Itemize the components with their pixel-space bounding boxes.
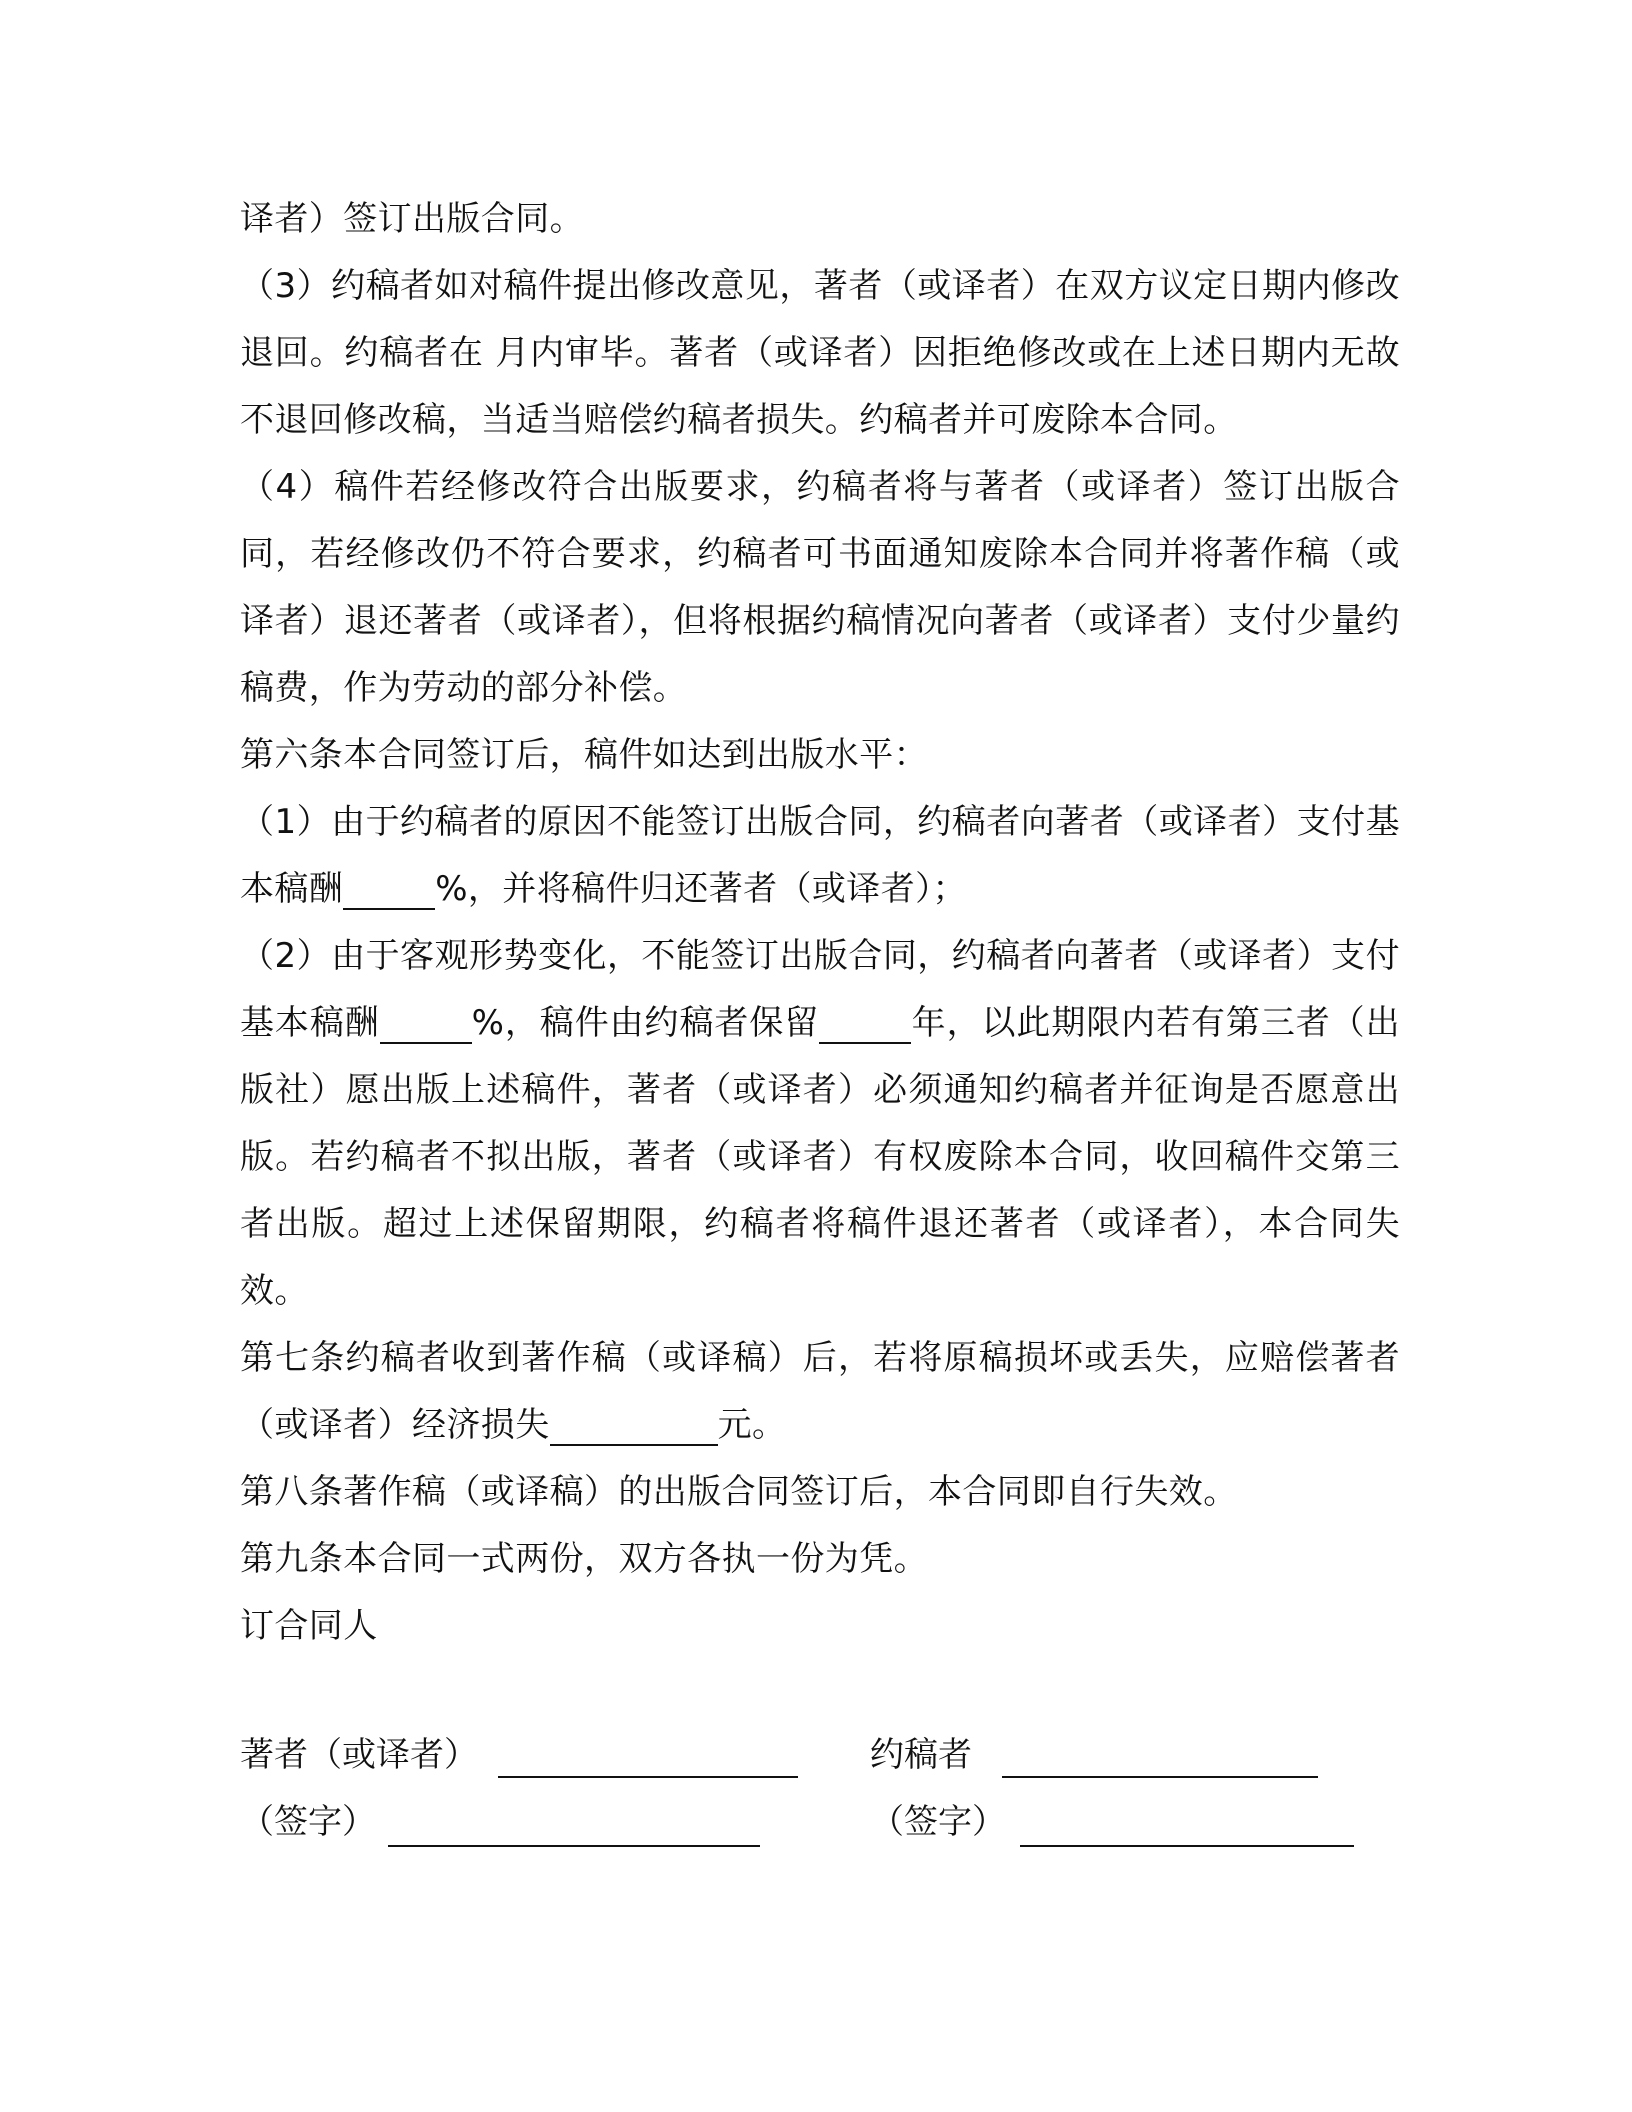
article-7-text-b: 元。: [717, 1405, 787, 1445]
article-6-item-2-text-c: 年，以此期限内若有第三者（出版社）愿出版上述稿件，著者（或译者）必须通知约稿者并征询是否愿意出版。若约稿者不拟出版，著者（或译者）有权废除本合同，收回稿件交第三者出版。超过上述保留期限，约稿者将稿件退还著者（或译者），本合同失效。: [240, 1003, 1400, 1311]
article-9: 第九条本合同一式两份，双方各执一份为凭。: [240, 1539, 928, 1579]
article-7-text-a: 第七条约稿者收到著作稿（或译稿）后，若将原稿损坏或丢失，应赔偿著者（或译者）经济损失: [240, 1338, 1400, 1445]
blank-compensation-amount: [550, 1404, 718, 1446]
article-6-item-1: [240, 789, 1400, 923]
blank-royalty-percent-1: [343, 868, 435, 910]
editor-sign-line: [1020, 1845, 1354, 1847]
article-6-item-1-text-a: （1）由于约稿者的原因不能签订出版合同，约稿者向著者（或译者）支付基本稿酬: [240, 802, 1400, 909]
paragraph-clause-4: （4）稿件若经修改符合出版要求，约稿者将与著者（或译者）签订出版合同，若经修改仍不符合要求，约稿者可书面通知废除本合同并将著作稿（或译者）退还著者（或译者），但将根据约稿情况向著者（或译者）支付少量约稿费，作为劳动的部分补偿。: [240, 467, 1400, 708]
signature-row-parties: [240, 1722, 1400, 1789]
article-8: 第八条著作稿（或译稿）的出版合同签订后，本合同即自行失效。: [240, 1472, 1238, 1512]
author-label: 著者（或译者）: [240, 1735, 478, 1775]
author-signature-line: [498, 1776, 798, 1778]
paragraph-clause-3: （3）约稿者如对稿件提出修改意见，著者（或译者）在双方议定日期内修改退回。约稿者在 月内审毕。著者（或译者）因拒绝修改或在上述日期内无故不退回修改稿，当适当赔偿约稿者损失。约稿者并可废除本合同。: [240, 266, 1400, 440]
article-7: [240, 1325, 1400, 1459]
paragraph-continuation: 译者）签订出版合同。: [240, 199, 584, 239]
article-6-item-2-text-b: %，稿件由约稿者保留: [471, 1003, 820, 1043]
author-sign-line: [388, 1845, 760, 1847]
article-6-item-2-text-a: （2）由于客观形势变化，不能签订出版合同，约稿者向著者（或译者）支付基本稿酬: [240, 936, 1400, 1043]
signatories-heading: 订合同人: [240, 1606, 378, 1646]
contract-body: [240, 186, 1400, 1660]
blank-royalty-percent-2: [380, 1002, 472, 1044]
signature-row-sign: [240, 1789, 1400, 1856]
article-6-heading: 第六条本合同签订后，稿件如达到出版水平：: [240, 735, 928, 775]
blank-retention-years: [819, 1002, 911, 1044]
article-6-item-2: [240, 923, 1400, 1325]
editor-sign-label: （签字）: [870, 1802, 1006, 1842]
editor-signature-line: [1002, 1776, 1318, 1778]
article-6-item-1-text-b: %，并将稿件归还著者（或译者）；: [435, 869, 967, 909]
author-sign-label: （签字）: [240, 1802, 376, 1842]
editor-label: 约稿者: [870, 1735, 972, 1775]
